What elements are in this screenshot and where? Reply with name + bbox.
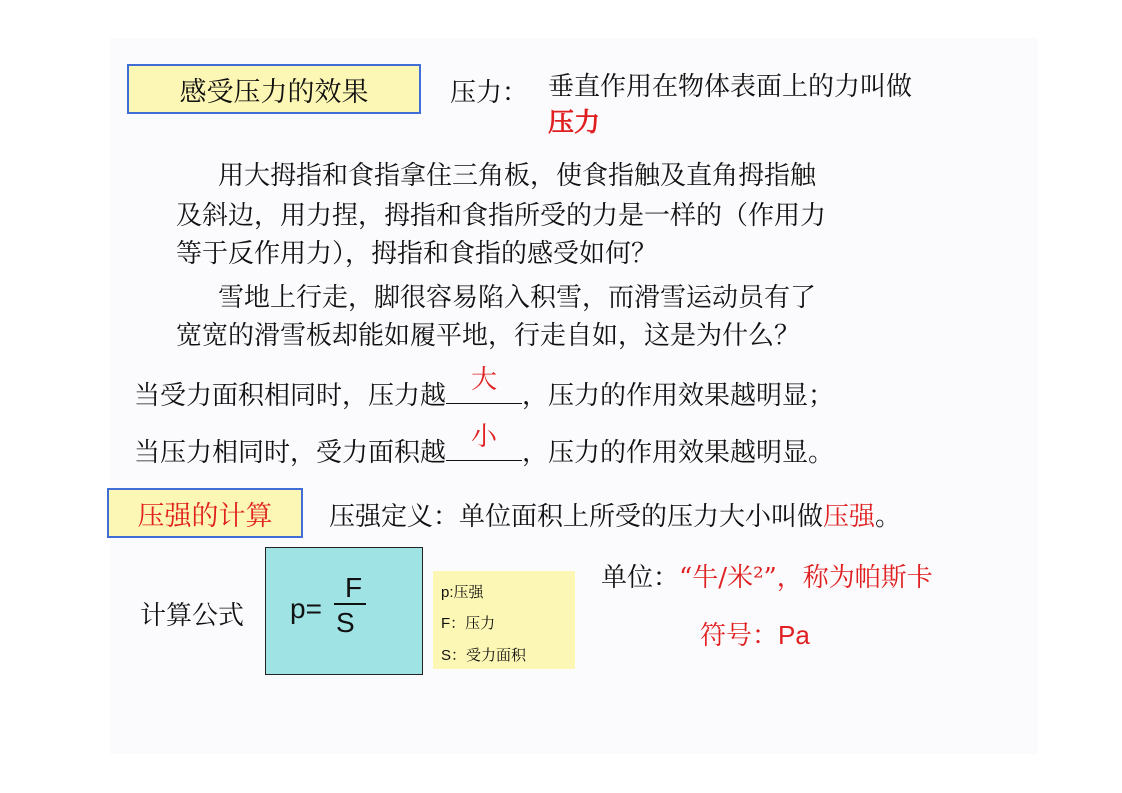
pressure-strength-definition [329, 496, 901, 533]
legend-item: S：受力面积 [441, 647, 527, 664]
definition-suffix: 。 [875, 502, 902, 532]
paragraph-line: 及斜边，用力捏，拇指和食指所受的力是一样的（作用力 [176, 201, 827, 231]
section-title-pressure-effect [127, 64, 421, 114]
paragraph-line: 雪地上行走，脚很容易陷入积雪，而滑雪运动员有了 [218, 283, 817, 313]
unit-row [601, 557, 933, 594]
symbol-value: Pa [778, 620, 810, 650]
pressure-term: 压力 [548, 108, 601, 138]
conclusion-text: 当受力面积相同时，压力越 [134, 381, 447, 411]
legend-item: F：压力 [441, 615, 496, 632]
conclusion-line-1 [134, 365, 835, 412]
section-title-pressure-calc [107, 488, 303, 538]
unit-label: 单位： [601, 563, 680, 593]
conclusion-line-2 [134, 422, 835, 469]
conclusion-text: 当压力相同时，受力面积越 [134, 438, 447, 468]
definition-term: 压强 [823, 502, 876, 532]
symbol-label: 符号： [700, 621, 779, 651]
symbol-row [700, 615, 810, 652]
fill-answer: 大 [471, 365, 498, 395]
pressure-label: 压力： [450, 78, 529, 108]
formula-legend [433, 571, 575, 669]
formula-box [265, 547, 423, 675]
paragraph-line: 宽宽的滑雪板却能如履平地，行走自如，这是为什么？ [176, 321, 801, 351]
fraction-bar [334, 603, 366, 605]
formula-numerator: F [345, 572, 363, 603]
pressure-definition: 垂直作用在物体表面上的力叫做 [548, 72, 913, 102]
section-title-text: 感受压力的效果 [179, 76, 369, 108]
formula-lhs: p= [290, 593, 322, 624]
section-title-text: 压强的计算 [137, 500, 273, 532]
fill-answer: 小 [471, 422, 498, 452]
legend-item: p:压强 [441, 584, 484, 601]
unit-value: “牛/米²”，称为帕斯卡 [679, 563, 933, 593]
definition-text: 压强定义：单位面积上所受的压力大小叫做 [329, 502, 824, 532]
conclusion-text: ，压力的作用效果越明显； [522, 381, 835, 411]
fill-blank [446, 422, 522, 461]
conclusion-text: ，压力的作用效果越明显。 [522, 438, 835, 468]
formula-denominator: S [336, 607, 355, 638]
paragraph-line: 等于反作用力），拇指和食指的感受如何？ [176, 239, 658, 269]
fill-blank [446, 365, 522, 404]
paragraph-line: 用大拇指和食指拿住三角板，使食指触及直角拇指触 [218, 161, 817, 191]
formula-label: 计算公式 [140, 601, 245, 631]
